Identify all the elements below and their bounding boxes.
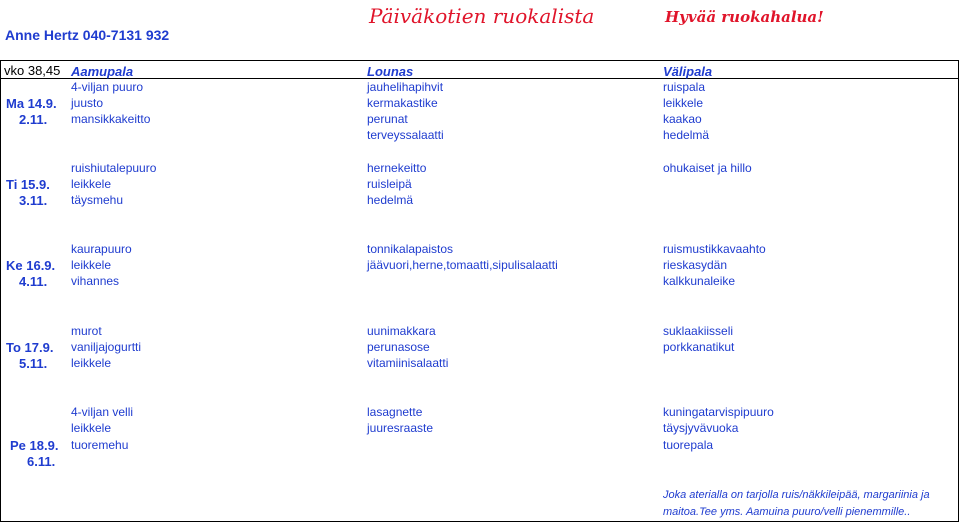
breakfast-item: leikkele: [71, 177, 112, 191]
lunch-item: uunimakkara: [367, 324, 436, 338]
lunch-item: kermakastike: [367, 96, 438, 110]
snack-item: ruispala: [663, 80, 706, 94]
breakfast-item: 4-viljan velli: [71, 405, 134, 419]
breakfast-item: leikkele: [71, 421, 112, 435]
day-label: Ke 16.9.: [6, 258, 56, 273]
breakfast-item: mansikkakeitto: [71, 112, 151, 126]
snack-item: kuningatarvispipuuro: [663, 405, 774, 419]
snack-item: hedelmä: [663, 128, 710, 142]
snack-item: tuorepala: [663, 438, 714, 452]
snack-item: rieskasydän: [663, 258, 728, 272]
lunch-item: tonnikalapaistos: [367, 242, 454, 256]
week-label: vko 38,45: [4, 63, 61, 78]
breakfast-item: leikkele: [71, 356, 112, 370]
contact-info: Anne Hertz 040-7131 932: [5, 27, 170, 43]
footnote-line-1: Joka aterialla on tarjolla ruis/näkkileipää, margariinia ja: [663, 489, 930, 501]
lunch-item: hernekeitto: [367, 161, 427, 175]
page-title: Päiväkotien ruokalista: [369, 4, 595, 28]
day-date2: 2.11.: [19, 112, 48, 127]
lunch-item: jauhelihapihvit: [367, 80, 444, 94]
header-row-border: [0, 78, 959, 79]
lunch-item: hedelmä: [367, 193, 414, 207]
breakfast-item: juusto: [71, 96, 104, 110]
snack-item: porkkanatikut: [663, 340, 735, 354]
lunch-item: vitamiinisalaatti: [367, 356, 449, 370]
breakfast-item: tuoremehu: [71, 438, 129, 452]
lunch-item: ruisleipä: [367, 177, 412, 191]
breakfast-item: kaurapuuro: [71, 242, 132, 256]
table-top-border: [0, 60, 959, 61]
breakfast-item: täysmehu: [71, 193, 124, 207]
lunch-item: jäävuori,herne,tomaatti,sipulisalaatti: [367, 258, 558, 272]
lunch-item: perunat: [367, 112, 408, 126]
breakfast-item: vaniljajogurtti: [71, 340, 142, 354]
lunch-item: juuresraaste: [367, 421, 434, 435]
day-label: To 17.9.: [6, 340, 54, 355]
column-header-breakfast: Aamupala: [71, 64, 134, 79]
breakfast-item: vihannes: [71, 274, 120, 288]
day-label: Pe 18.9.: [10, 438, 59, 453]
greeting-text: Hyvää ruokahalua!: [665, 8, 824, 26]
snack-item: leikkele: [663, 96, 704, 110]
column-header-snack: Välipala: [663, 64, 713, 79]
snack-item: ohukaiset ja hillo: [663, 161, 752, 175]
day-date2: 4.11.: [19, 274, 48, 289]
breakfast-item: murot: [71, 324, 102, 338]
table-left-border: [0, 60, 1, 522]
day-date2: 3.11.: [19, 193, 48, 208]
day-label: Ti 15.9.: [6, 177, 50, 192]
breakfast-item: 4-viljan puuro: [71, 80, 144, 94]
snack-item: kaakao: [663, 112, 702, 126]
day-label: Ma 14.9.: [6, 96, 57, 111]
breakfast-item: leikkele: [71, 258, 112, 272]
lunch-item: perunasose: [367, 340, 430, 354]
snack-item: täysjyvävuoka: [663, 421, 739, 435]
snack-item: ruismustikkavaahto: [663, 242, 766, 256]
day-date2: 5.11.: [19, 356, 48, 371]
lunch-item: lasagnette: [367, 405, 423, 419]
snack-item: kalkkunaleike: [663, 274, 736, 288]
column-header-lunch: Lounas: [367, 64, 414, 79]
day-date2: 6.11.: [27, 454, 56, 469]
lunch-item: terveyssalaatti: [367, 128, 444, 142]
breakfast-item: ruishiutalepuuro: [71, 161, 157, 175]
footnote-line-2: maitoa.Tee yms. Aamuina puuro/velli pienemmille..: [663, 506, 911, 518]
snack-item: suklaakiisseli: [663, 324, 734, 338]
